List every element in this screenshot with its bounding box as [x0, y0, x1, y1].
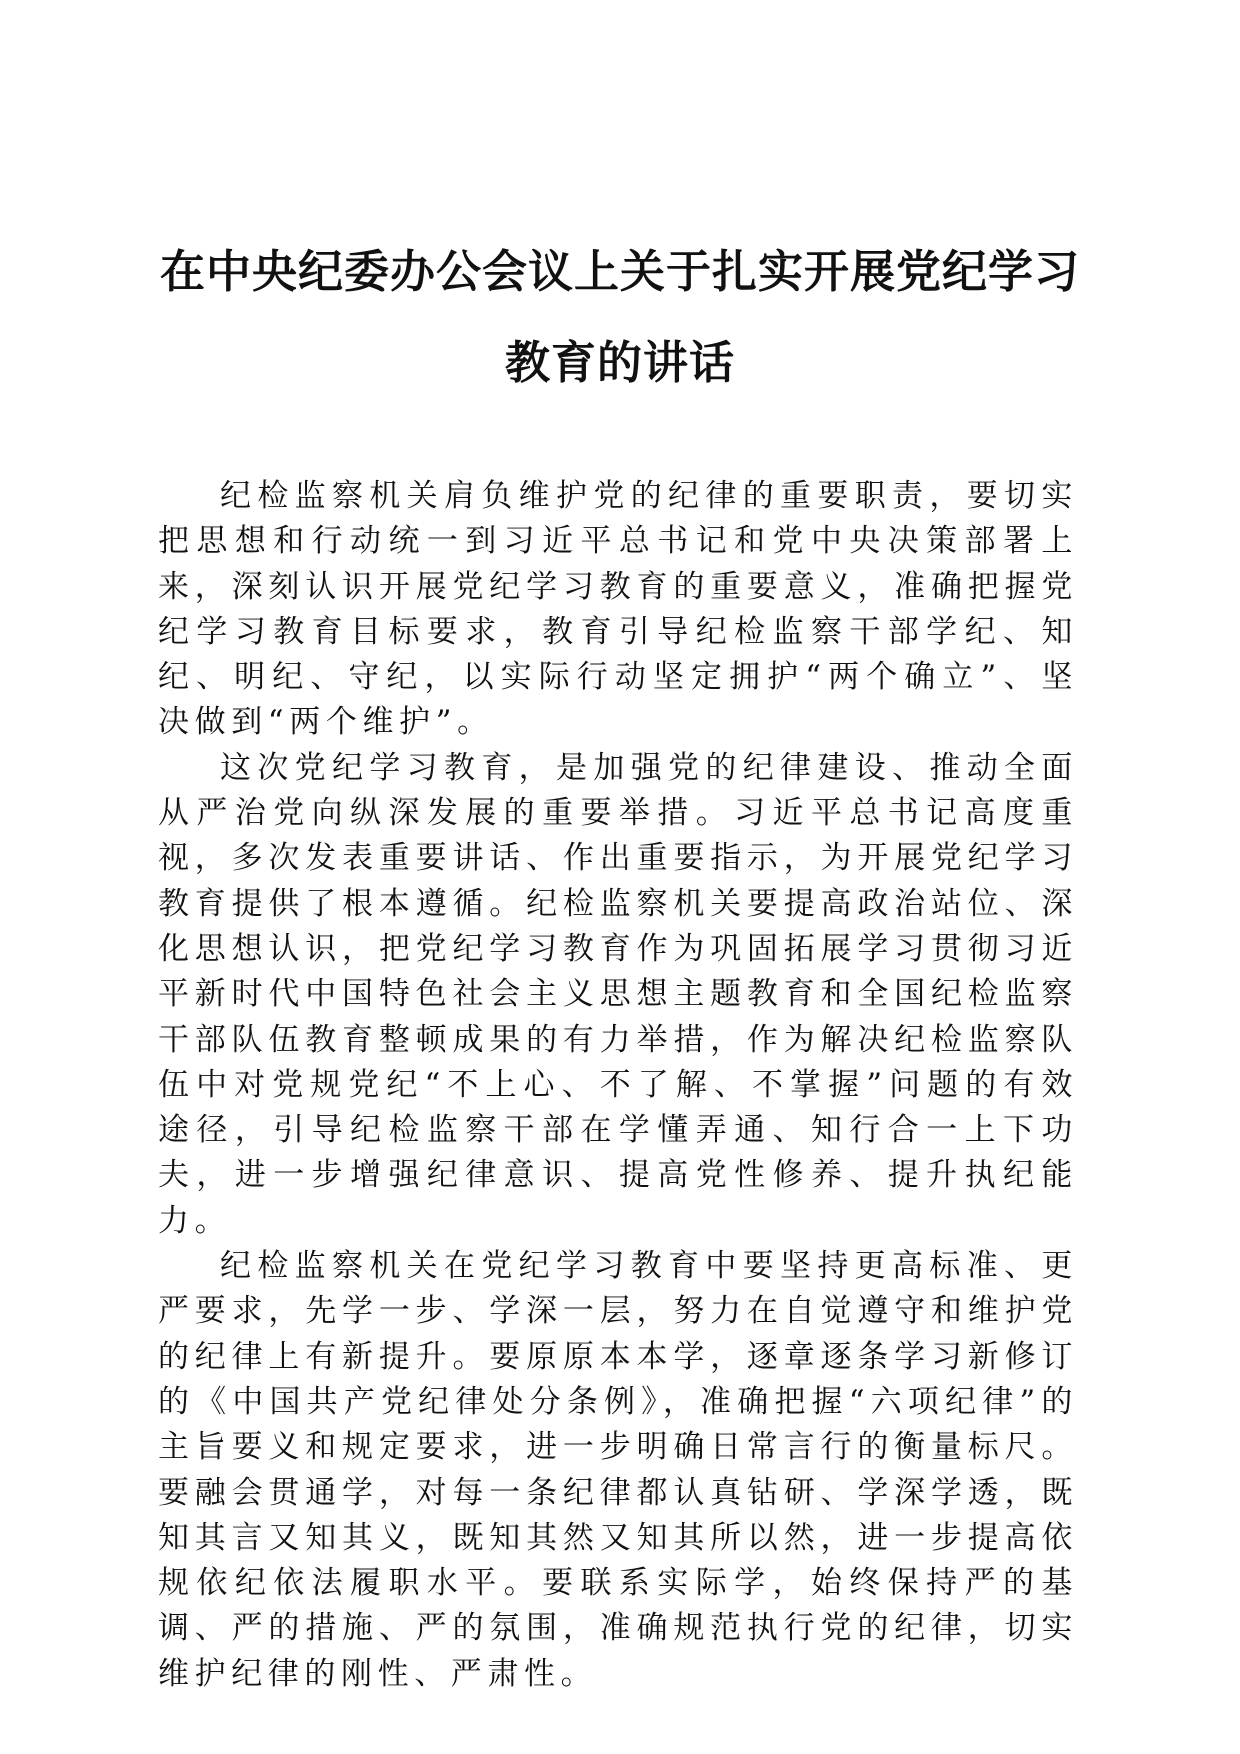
paragraph-1: 纪检监察机关肩负维护党的纪律的重要职责，要切实把思想和行动统一到习近平总书记和党中央决策部署上来，深刻认识开展党纪学习教育的重要意义，准确把握党纪学习教育目标要求，教育引导纪检监察干部学纪、知纪、明纪、守纪，以实际行动坚定拥护“两个确立”、坚决做到“两个维护”。: [158, 478, 1078, 741]
document-body: [158, 474, 1078, 1697]
document-title: [140, 226, 1100, 408]
title-line-2: 教育的讲话: [504, 336, 735, 389]
paragraph-2: 这次党纪学习教育，是加强党的纪律建设、推动全面从严治党向纵深发展的重要举措。习近平总书记高度重视，多次发表重要讲话、作出重要指示，为开展党纪学习教育提供了根本遵循。纪检监察机关要提高政治站位、深化思想认识，把党纪学习教育作为巩固拓展学习贯彻习近平新时代中国特色社会主义思想主题教育和全国纪检监察干部队伍教育整顿成果的有力举措，作为解决纪检监察队伍中对党规党纪“不上心、不了解、不掌握”问题的有效途径，引导纪检监察干部在学懂弄通、知行合一上下功夫，进一步增强纪律意识、提高党性修养、提升执纪能力。: [158, 749, 1078, 1239]
title-line-1: 在中央纪委办公会议上关于扎实开展党纪学习: [159, 245, 1080, 298]
paragraph-3: 纪检监察机关在党纪学习教育中要坚持更高标准、更严要求，先学一步、学深一层，努力在自觉遵守和维护党的纪律上有新提升。要原原本本学，逐章逐条学习新修订的《中国共产党纪律处分条例》，准确把握“六项纪律”的主旨要义和规定要求，进一步明确日常言行的衡量标尺。要融会贯通学，对每一条纪律都认真钻研、学深学透，既知其言又知其义，既知其然又知其所以然，进一步提高依规依纪依法履职水平。要联系实际学，始终保持严的基调、严的措施、严的氛围，准确规范执行党的纪律，切实维护纪律的刚性、严肃性。: [158, 1248, 1078, 1692]
